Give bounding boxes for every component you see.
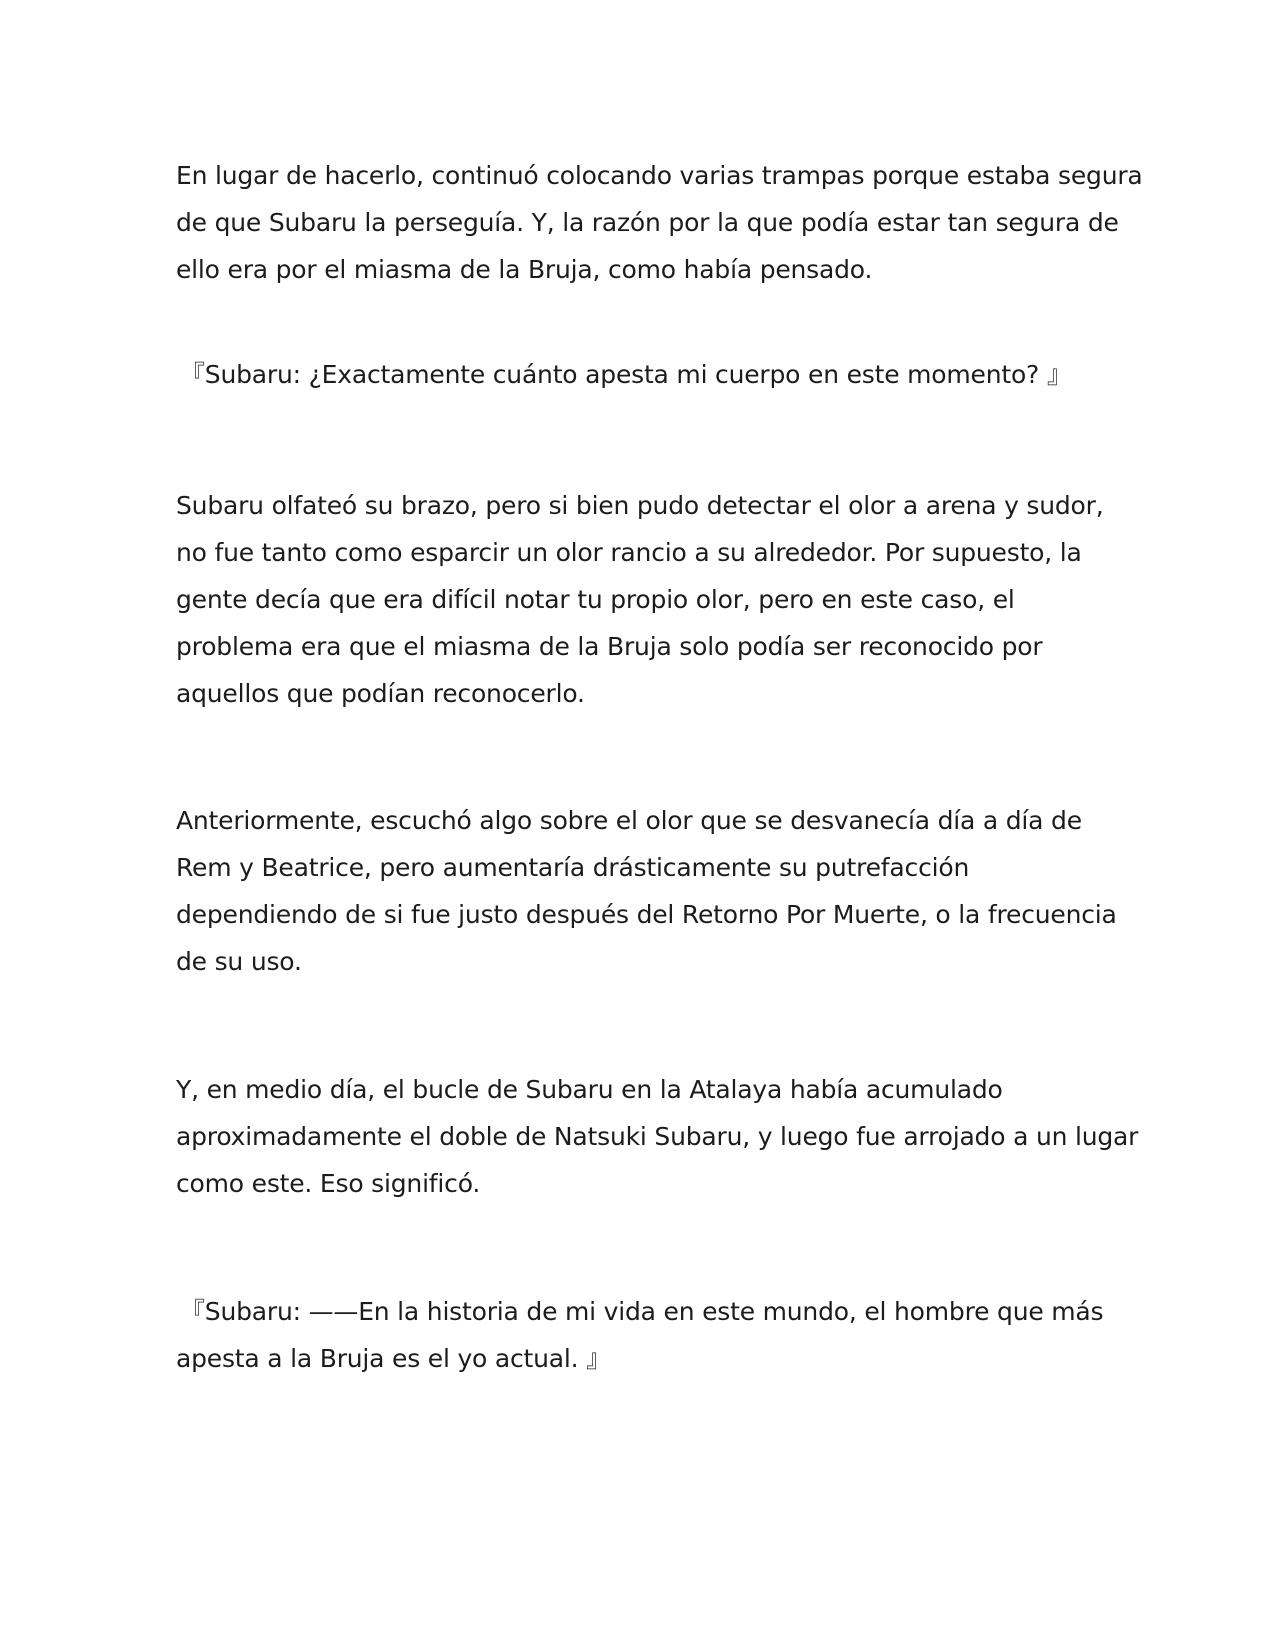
- paragraph-dialogue-2: [176, 1288, 1106, 1382]
- text-line: dependiendo de si fue justo después del Retorno Por Muerte, o la frecuencia: [176, 900, 1117, 929]
- paragraph-narration-1: [176, 152, 1143, 293]
- text-line: Subaru olfateó su brazo, pero si bien pudo detectar el olor a arena y sudor,: [176, 491, 1104, 520]
- paragraph-dialogue-1: [180, 351, 1110, 398]
- text-line: Rem y Beatrice, pero aumentaría drásticamente su putrefacción: [176, 853, 970, 882]
- text-line: 『Subaru: ¿Exactamente cuánto apesta mi cuerpo en este momento? 』: [180, 360, 1072, 389]
- text-line: como este. Eso significó.: [176, 1169, 481, 1198]
- text-line: gente decía que era difícil notar tu propio olor, pero en este caso, el: [176, 585, 1015, 614]
- paragraph-narration-4: [176, 1066, 1139, 1207]
- text-line: Y, en medio día, el bucle de Subaru en la Atalaya había acumulado: [176, 1075, 1003, 1104]
- text-line: Anteriormente, escuchó algo sobre el olor que se desvanecía día a día de: [176, 806, 1082, 835]
- text-line: problema era que el miasma de la Bruja solo podía ser reconocido por: [176, 632, 1043, 661]
- text-line: aproximadamente el doble de Natsuki Subaru, y luego fue arrojado a un lugar: [176, 1122, 1139, 1151]
- text-line: no fue tanto como esparcir un olor rancio a su alrededor. Por supuesto, la: [176, 538, 1082, 567]
- text-line: En lugar de hacerlo, continuó colocando varias trampas porque estaba segura: [176, 161, 1143, 190]
- text-line: ello era por el miasma de la Bruja, como había pensado.: [176, 255, 873, 284]
- text-line: apesta a la Bruja es el yo actual. 』: [176, 1344, 611, 1373]
- paragraph-narration-2: [176, 482, 1106, 717]
- paragraph-narration-3: [176, 797, 1117, 985]
- text-line: de que Subaru la perseguía. Y, la razón por la que podía estar tan segura de: [176, 208, 1119, 237]
- text-line: de su uso.: [176, 947, 302, 976]
- text-line: 『Subaru: ——En la historia de mi vida en este mundo, el hombre que más: [180, 1297, 1104, 1326]
- text-line: aquellos que podían reconocerlo.: [176, 679, 585, 708]
